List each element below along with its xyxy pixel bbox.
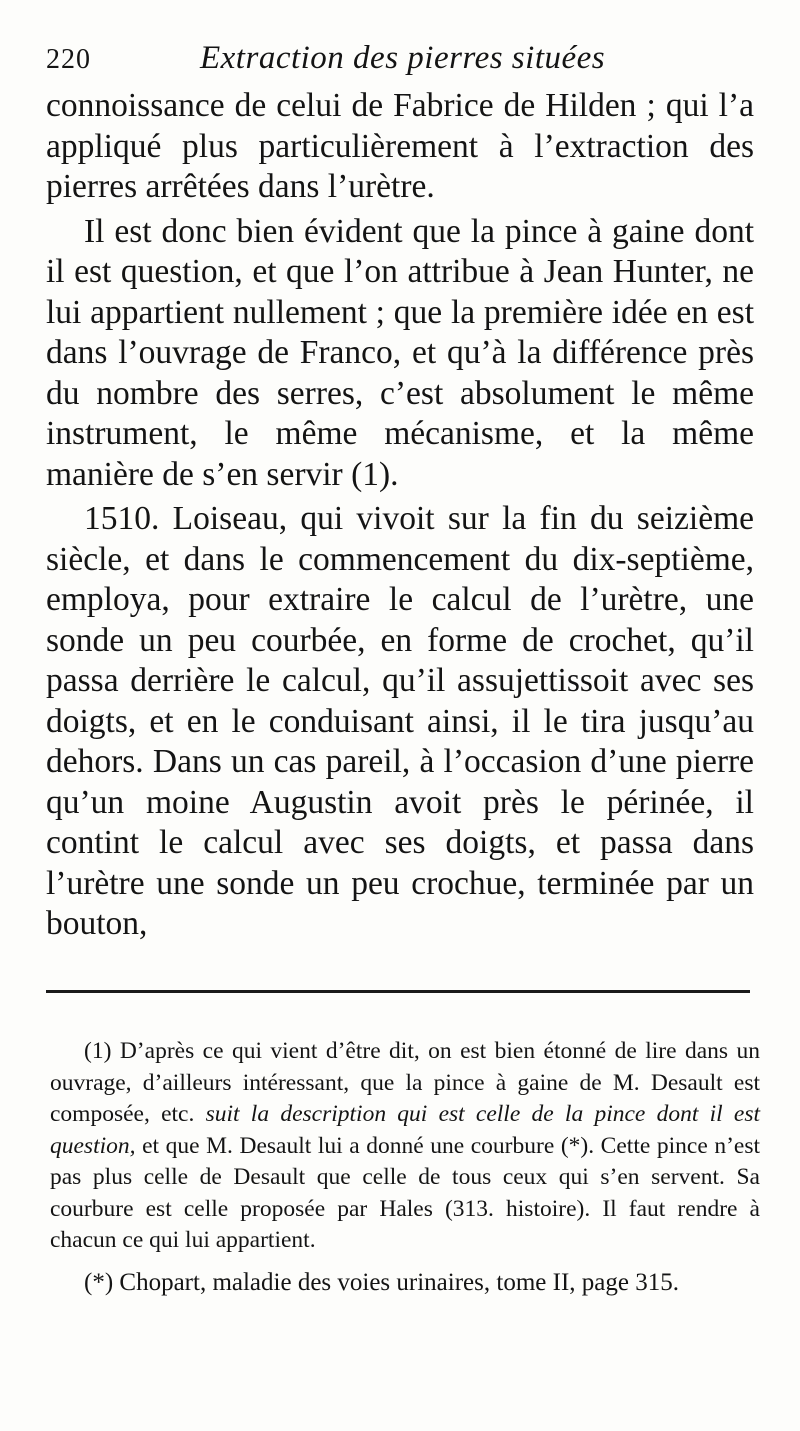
footnote-1-start: (1) D’après ce qui vient d’être dit, on est bien étonné de lire dans un ouvrage, d’ailleurs intéressant, que la pince à gaine de M. Desault est composée, etc. xyxy=(50,1038,760,1127)
footnotes xyxy=(50,1036,760,1298)
footnote-1 xyxy=(50,1036,760,1257)
running-title: Extraction des pierres situées xyxy=(200,40,606,76)
footnote-1-italic: suit la description qui est celle de la pince dont il est question, xyxy=(50,1101,761,1159)
footnote-asterisk: (*) Chopart, maladie des voies urinaires, tome II, page 315. xyxy=(84,1268,679,1296)
main-text xyxy=(46,86,754,945)
footnote-divider xyxy=(46,990,750,993)
paragraph-continuation: connoissance de celui de Fabrice de Hilden ; qui l’a appliqué plus particulièrement à l’extraction des pierres arrêtées dans l’urètre. xyxy=(46,87,754,205)
page-number: 220 xyxy=(46,44,91,75)
paragraph-pince-a-gaine: Il est donc bien évident que la pince à gaine dont il est question, et que l’on attribue à Jean Hunter, ne lui appartient nullement ; que la première idée en est dans l’ouvrage de Franco, et qu’à la différence près du nombre des serres, c’est absolument le même instrument, le même mécanisme, et la même manière de s’en servir (1). xyxy=(46,212,754,493)
paragraph-1510-loiseau: 1510. Loiseau, qui vivoit sur la fin du seizième siècle, et dans le commencement du dix-septième, employa, pour extraire le calcul de l’urètre, une sonde un peu courbée, en forme de crochet, qu’il passa derrière le calcul, qu’il assujettissoit avec ses doigts, et en le conduisant ainsi, il le tira jusqu’au dehors. Dans un cas pareil, à l’occasion d’une pierre qu’un moine Augustin avoit près le périnée, il contint le calcul avec ses doigts, et passa dans l’urètre une sonde un peu crochue, terminée par un bouton, xyxy=(46,500,754,942)
footnote-1-end: et que M. Desault lui a donné une courbure (*). Cette pince n’est pas plus celle de Desault que celle de tous ceux qui s’en servent. Sa courbure est celle proposée par Hales (313. histoire). Il faut rendre à chacun ce qui lui appartient. xyxy=(50,1132,760,1253)
page-header xyxy=(46,40,766,86)
